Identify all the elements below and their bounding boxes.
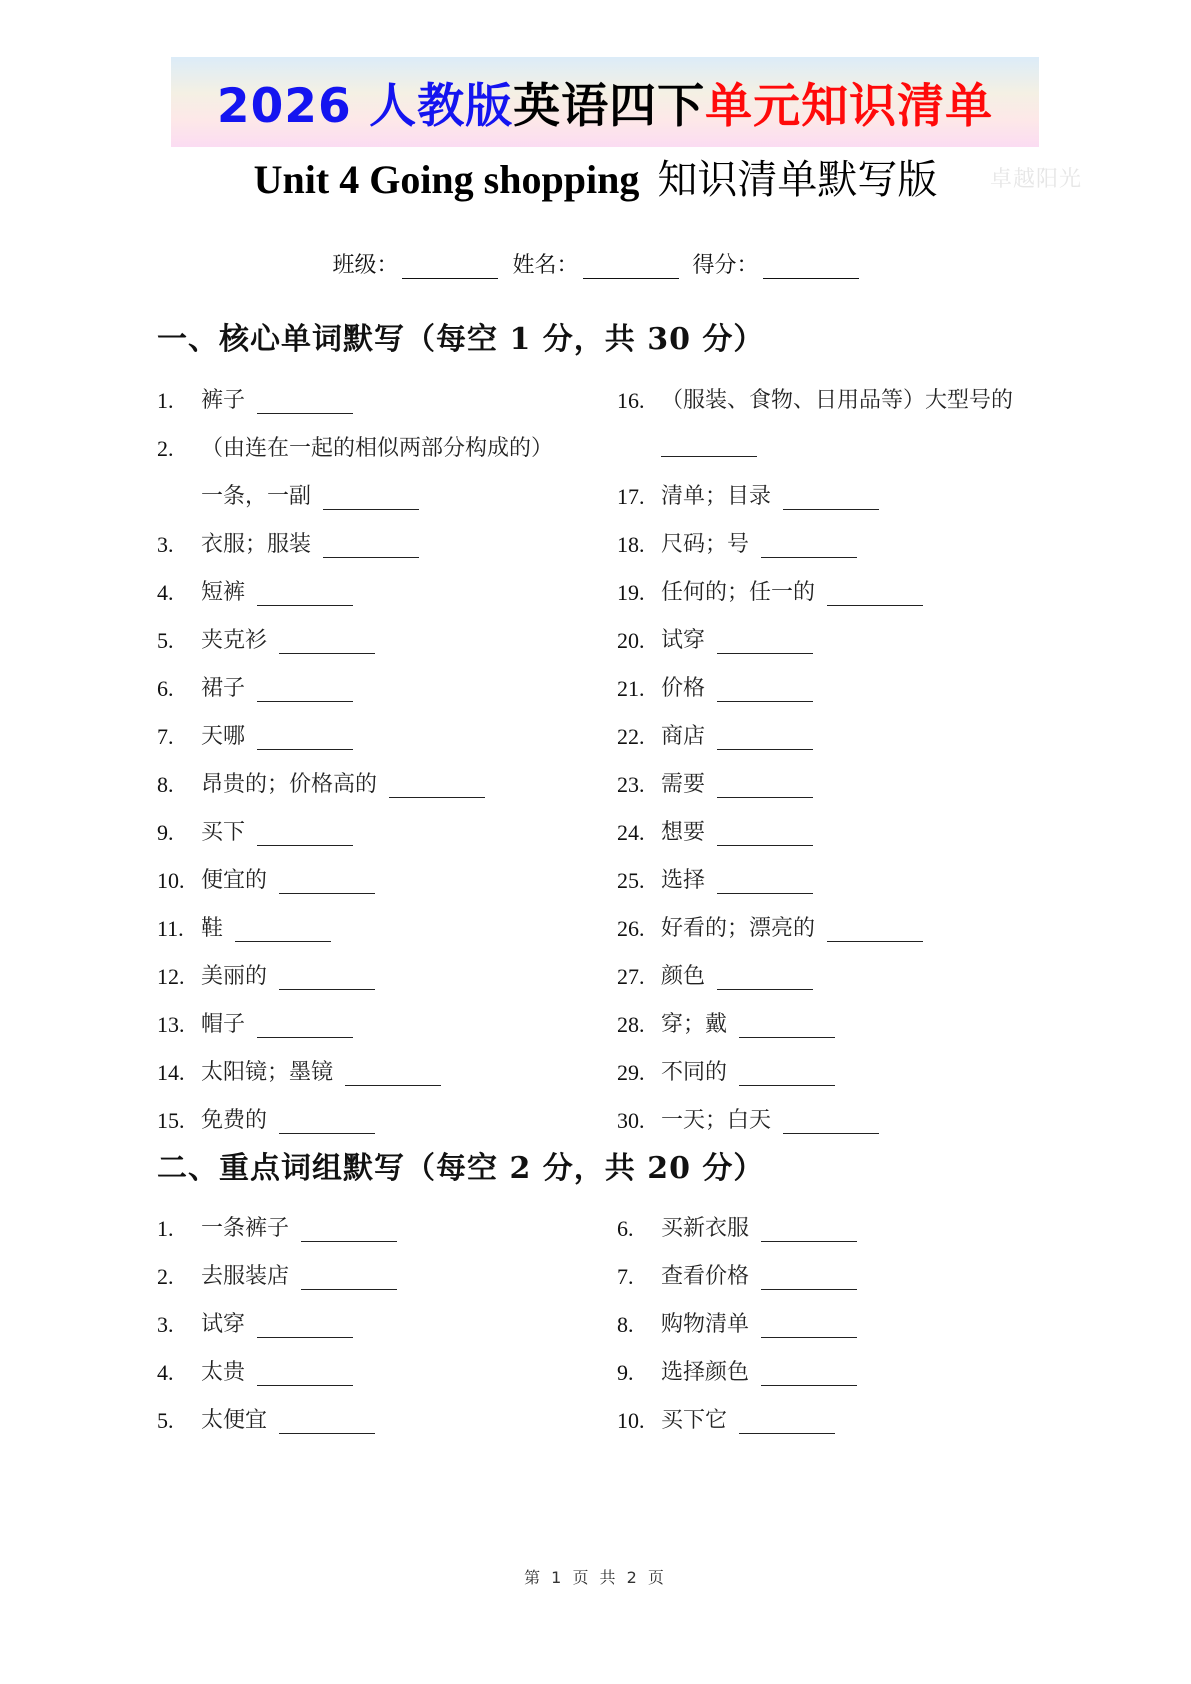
word-item-continuation: 一条，一副 (201, 479, 419, 510)
answer-blank[interactable] (761, 537, 857, 558)
watermark: 卓越阳光 (990, 167, 1083, 192)
answer-blank[interactable] (717, 729, 813, 750)
section-1-title: 一、核心单词默写（每空 1 分，共 30 分） (157, 322, 765, 357)
score-label: 得分： (692, 253, 759, 278)
answer-blank[interactable] (257, 681, 353, 702)
word-item: 4. 短裤 (157, 575, 353, 606)
word-item: 20. 试穿 (617, 623, 813, 654)
answer-blank[interactable] (827, 921, 923, 942)
answer-blank[interactable] (301, 1269, 397, 1290)
class-label: 班级： (332, 253, 399, 278)
answer-blank[interactable] (279, 873, 375, 894)
word-item: 12. 美丽的 (157, 959, 375, 990)
phrase-item: 1. 一条裤子 (157, 1211, 397, 1242)
answer-blank[interactable] (235, 921, 331, 942)
word-item: 10. 便宜的 (157, 863, 375, 894)
phrase-item: 4. 太贵 (157, 1355, 353, 1386)
banner-title-checklist: 单元知识清单 (705, 78, 994, 134)
phrase-item: 10. 买下它 (617, 1403, 835, 1434)
unit-title: Unit 4 Going shopping (253, 157, 640, 202)
answer-blank[interactable] (257, 1017, 353, 1038)
word-item: 5. 夹克衫 (157, 623, 375, 654)
word-item: 15. 免费的 (157, 1103, 375, 1134)
dictation-version-label: 知识清单默写版 (657, 157, 938, 203)
word-item: 2. （由连在一起的相似两部分构成的） (157, 436, 554, 461)
section-2-title: 二、重点词组默写（每空 2 分，共 20 分） (157, 1151, 765, 1186)
word-item: 29. 不同的 (617, 1055, 835, 1086)
title-banner (171, 57, 1039, 147)
answer-blank[interactable] (257, 825, 353, 846)
answer-blank[interactable] (717, 825, 813, 846)
answer-blank[interactable] (761, 1269, 857, 1290)
name-blank[interactable] (583, 256, 679, 279)
answer-blank[interactable] (257, 393, 353, 414)
answer-blank[interactable] (783, 1113, 879, 1134)
phrase-item: 7. 查看价格 (617, 1259, 857, 1290)
word-item: 7. 天哪 (157, 719, 353, 750)
answer-blank[interactable] (827, 585, 923, 606)
answer-blank[interactable] (661, 436, 757, 457)
answer-blank[interactable] (717, 633, 813, 654)
word-item: 9. 买下 (157, 815, 353, 846)
answer-blank[interactable] (739, 1017, 835, 1038)
word-item: 8. 昂贵的；价格高的 (157, 767, 485, 798)
phrase-item: 8. 购物清单 (617, 1307, 857, 1338)
answer-blank[interactable] (717, 969, 813, 990)
answer-blank[interactable] (739, 1065, 835, 1086)
answer-blank[interactable] (345, 1065, 441, 1086)
answer-blank[interactable] (323, 489, 419, 510)
answer-blank[interactable] (761, 1221, 857, 1242)
word-item: 16. （服装、食物、日用品等）大型号的 (617, 388, 1014, 413)
word-item: 17. 清单；目录 (617, 479, 879, 510)
answer-blank[interactable] (739, 1413, 835, 1434)
answer-blank[interactable] (323, 537, 419, 558)
class-blank[interactable] (402, 256, 498, 279)
answer-blank[interactable] (301, 1221, 397, 1242)
word-item: 23. 需要 (617, 767, 813, 798)
answer-blank[interactable] (717, 777, 813, 798)
answer-blank[interactable] (761, 1365, 857, 1386)
word-item: 25. 选择 (617, 863, 813, 894)
word-item: 27. 颜色 (617, 959, 813, 990)
word-item: 13. 帽子 (157, 1007, 353, 1038)
banner-title-subject: 英语四下 (513, 78, 706, 134)
word-item: 3. 衣服；服装 (157, 527, 419, 558)
word-item: 18. 尺码；号 (617, 527, 857, 558)
word-item: 30. 一天；白天 (617, 1103, 879, 1134)
answer-blank[interactable] (257, 1365, 353, 1386)
answer-blank[interactable] (783, 489, 879, 510)
answer-blank[interactable] (257, 1317, 353, 1338)
word-item: 14. 太阳镜；墨镜 (157, 1055, 441, 1086)
score-field[interactable] (693, 248, 859, 279)
class-field[interactable] (332, 248, 498, 279)
word-item: 1. 裤子 (157, 383, 353, 414)
phrase-item: 2. 去服装店 (157, 1259, 397, 1290)
answer-blank[interactable] (279, 633, 375, 654)
phrase-item: 5. 太便宜 (157, 1403, 375, 1434)
phrase-item: 6. 买新衣服 (617, 1211, 857, 1242)
word-item: 26. 好看的；漂亮的 (617, 911, 923, 942)
name-field[interactable] (512, 248, 678, 279)
student-info-row (0, 248, 1191, 279)
answer-blank[interactable] (717, 873, 813, 894)
word-item: 6. 裙子 (157, 671, 353, 702)
name-label: 姓名： (512, 253, 579, 278)
word-item: 28. 穿；戴 (617, 1007, 835, 1038)
answer-blank[interactable] (389, 777, 485, 798)
word-item: 19. 任何的；任一的 (617, 575, 923, 606)
answer-blank[interactable] (717, 681, 813, 702)
answer-blank[interactable] (279, 969, 375, 990)
answer-blank[interactable] (279, 1413, 375, 1434)
answer-blank[interactable] (279, 1113, 375, 1134)
phrase-item: 9. 选择颜色 (617, 1355, 857, 1386)
word-item: 24. 想要 (617, 815, 813, 846)
answer-blank[interactable] (761, 1317, 857, 1338)
word-item: 21. 价格 (617, 671, 813, 702)
word-item: 22. 商店 (617, 719, 813, 750)
phrase-item: 3. 试穿 (157, 1307, 353, 1338)
score-blank[interactable] (763, 256, 859, 279)
page-number: 第 1 页 共 2 页 (524, 1568, 667, 1587)
banner-title-edition: 2026 人教版 (216, 78, 514, 134)
answer-blank[interactable] (257, 729, 353, 750)
answer-blank[interactable] (257, 585, 353, 606)
word-item: 11. 鞋 (157, 911, 331, 942)
